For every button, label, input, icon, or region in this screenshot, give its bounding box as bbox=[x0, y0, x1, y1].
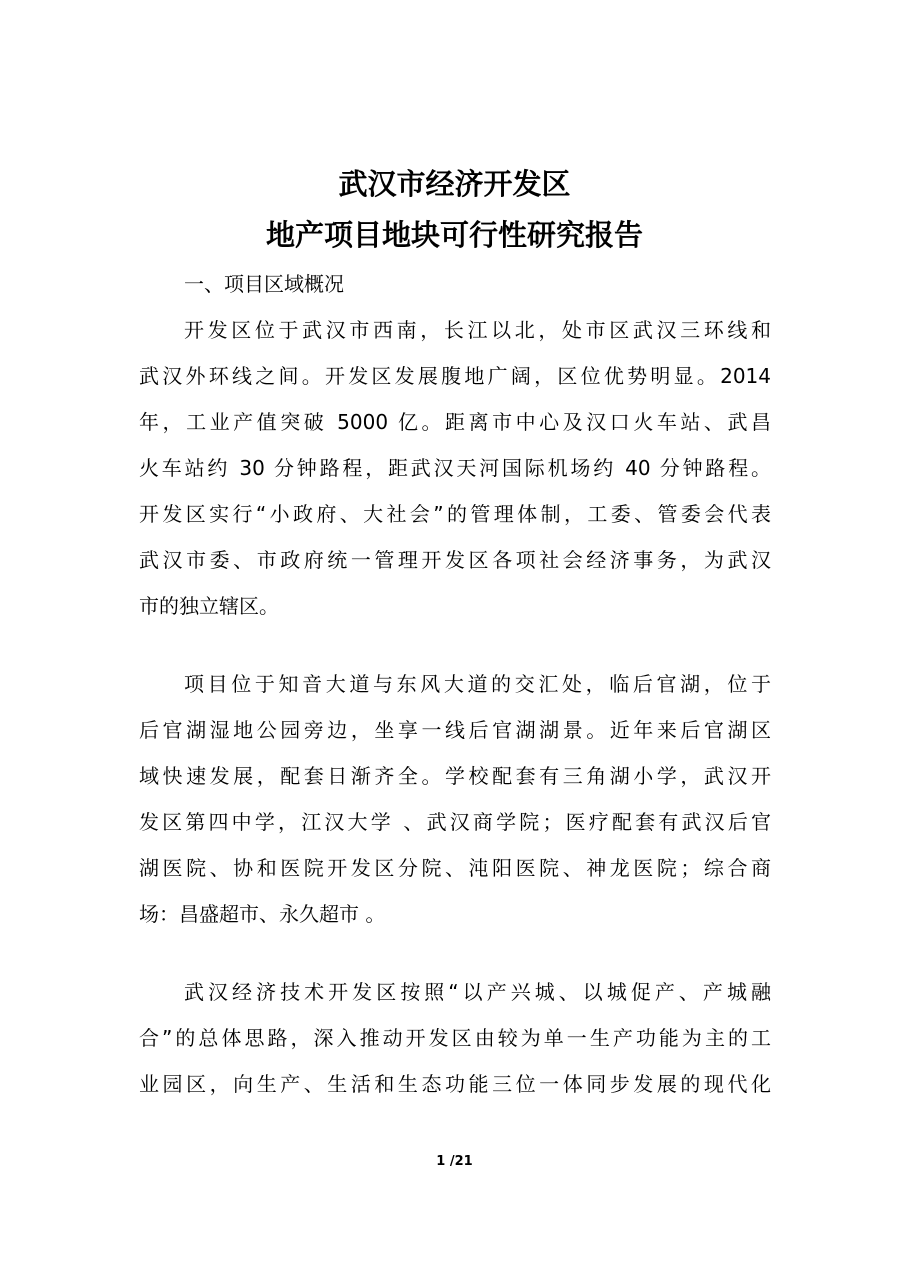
paragraph-line: 后官湖湿地公园旁边，坐享一线后官湖湖景。近年来后官湖区 bbox=[139, 718, 771, 742]
paragraph-3 bbox=[139, 969, 771, 1107]
section-heading: 一、项目区域概况 bbox=[184, 272, 344, 296]
paragraph-line: 合”的总体思路，深入推动开发区由较为单一生产功能为主的工 bbox=[139, 1026, 771, 1050]
paragraph-line: 域快速发展，配套日渐齐全。学校配套有三角湖小学，武汉开 bbox=[139, 764, 771, 788]
paragraph-line: 发区第四中学，江汉大学 、武汉商学院；医疗配套有武汉后官 bbox=[139, 810, 771, 834]
paragraph-line: 武汉经济技术开发区按照“以产兴城、以城促产、产城融 bbox=[184, 980, 771, 1004]
paragraph-1 bbox=[139, 307, 771, 629]
paragraph-line: 武汉市委、市政府统一管理开发区各项社会经济事务，为武汉 bbox=[139, 548, 771, 572]
paragraph-line: 市的独立辖区。 bbox=[139, 594, 279, 618]
paragraph-line: 开发区位于武汉市西南，长江以北，处市区武汉三环线和 bbox=[184, 318, 771, 342]
paragraph-line: 场：昌盛超市、永久超市 。 bbox=[139, 902, 386, 926]
document-title-line-2: 地产项目地块可行性研究报告 bbox=[265, 218, 643, 252]
page-number: 1 /21 bbox=[436, 1154, 473, 1169]
paragraph-line: 业园区，向生产、生活和生态功能三位一体同步发展的现代化 bbox=[139, 1072, 771, 1096]
paragraph-line: 武汉外环线之间。开发区发展腹地广阔，区位优势明显。2014 bbox=[139, 364, 771, 388]
paragraph-line: 开发区实行“小政府、大社会”的管理体制，工委、管委会代表 bbox=[139, 502, 771, 526]
document-title-line-1: 武汉市经济开发区 bbox=[338, 167, 571, 201]
paragraph-2 bbox=[139, 661, 771, 937]
paragraph-line: 年，工业产值突破 5000 亿。距离市中心及汉口火车站、武昌 bbox=[139, 410, 771, 434]
paragraph-line: 湖医院、协和医院开发区分院、沌阳医院、神龙医院；综合商 bbox=[139, 856, 771, 880]
paragraph-line: 项目位于知音大道与东风大道的交汇处，临后官湖，位于 bbox=[184, 672, 771, 696]
paragraph-line: 火车站约 30 分钟路程，距武汉天河国际机场约 40 分钟路程。 bbox=[139, 456, 771, 480]
